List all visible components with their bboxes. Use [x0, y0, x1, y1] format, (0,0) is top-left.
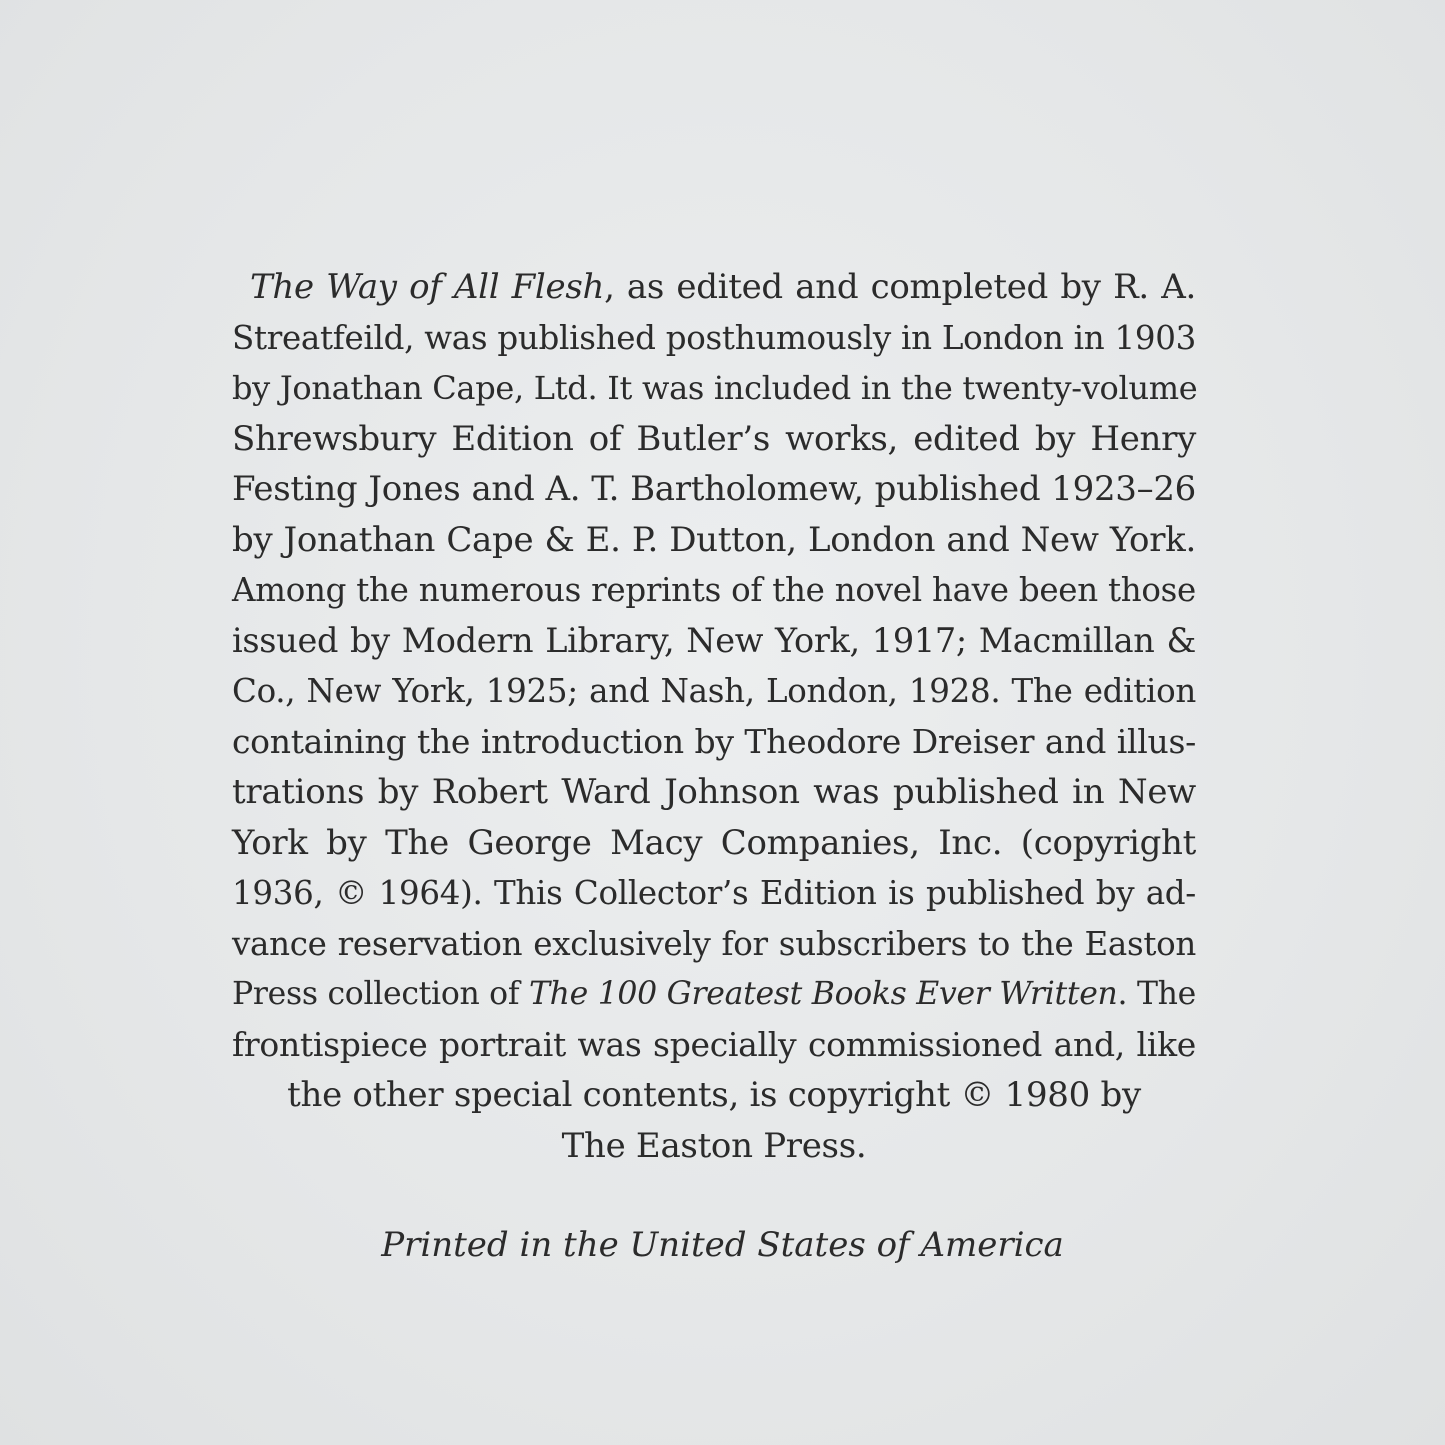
- colophon-line-3: by Jonathan Cape, Ltd. It was included in the twenty-volume: [232, 369, 1198, 407]
- colophon-line-17: the other special contents, is copyright © 1980 by: [287, 1075, 1141, 1115]
- colophon-line-14: vance reservation exclusively for subscribers to the Easton: [232, 924, 1196, 963]
- colophon-line-1: The Way of All Flesh, as edited and completed by R. A.: [250, 267, 1196, 307]
- colophon-line-4: Shrewsbury Edition of Butler’s works, edited by Henry: [232, 418, 1196, 459]
- printed-in-notice: Printed in the United States of America: [381, 1225, 1064, 1265]
- colophon-line-8: issued by Modern Library, New York, 1917; Macmillan &: [232, 620, 1196, 660]
- series-title: The 100 Greatest Books Ever Written: [528, 976, 1118, 1012]
- colophon-line-13: 1936, © 1964). This Collector’s Edition is published by ad-: [232, 874, 1196, 912]
- colophon-line-2: Streatfeild, was published posthumously in London in 1903: [232, 318, 1196, 357]
- colophon-line-9: Co., New York, 1925; and Nash, London, 1928. The edition: [232, 672, 1196, 710]
- colophon-line-15: Press collection of The 100 Greatest Books Ever Written. The: [232, 976, 1197, 1012]
- colophon-line-12: York by The George Macy Companies, Inc. (copyright: [232, 822, 1196, 863]
- colophon-line-10: containing the introduction by Theodore Dreiser and illus-: [232, 721, 1196, 761]
- colophon-line-5: Festing Jones and A. T. Bartholomew, published 1923–26: [232, 469, 1196, 509]
- colophon-line-18: The Easton Press.: [561, 1125, 867, 1166]
- colophon-line-11: trations by Robert Ward Johnson was published in New: [232, 772, 1196, 812]
- book-title: The Way of All Flesh: [250, 267, 605, 307]
- colophon-line-7: Among the numerous reprints of the novel have been those: [232, 571, 1196, 609]
- colophon-line-6: by Jonathan Cape & E. P. Dutton, London and New York.: [232, 519, 1196, 560]
- colophon-line-16: frontispiece portrait was specially commissioned and, like: [232, 1024, 1196, 1064]
- colophon-paragraph: [232, 262, 1196, 1171]
